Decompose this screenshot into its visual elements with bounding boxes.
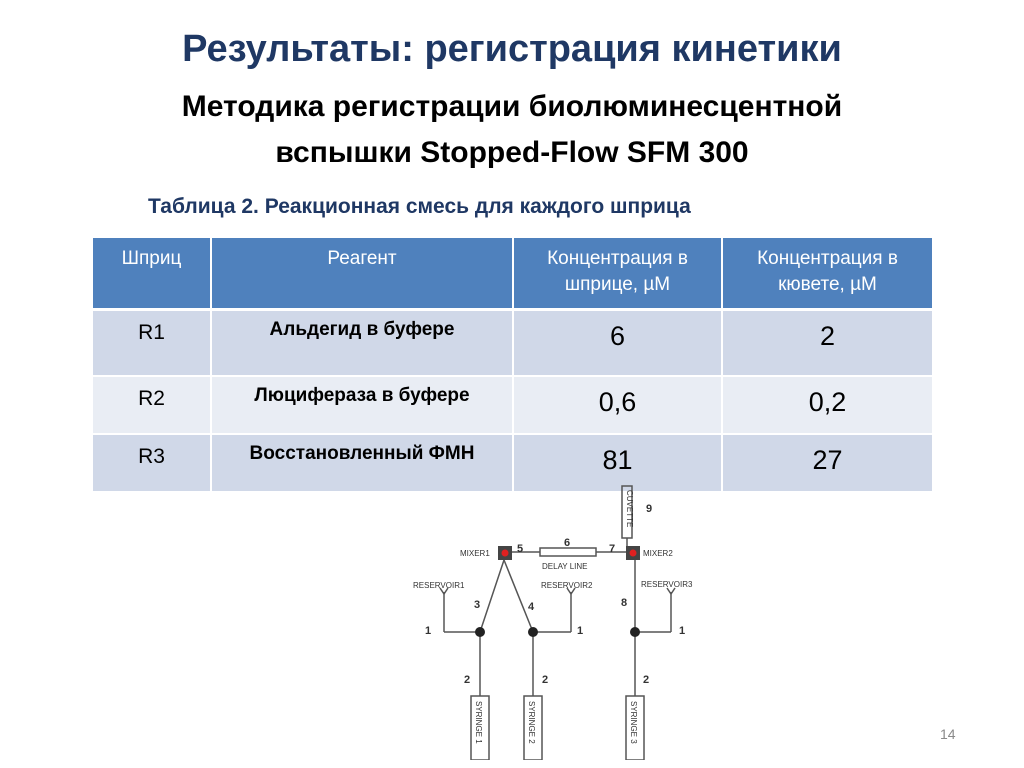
valve-1 (475, 627, 485, 637)
slide-number: 14 (940, 726, 956, 742)
stopped-flow-diagram (400, 484, 700, 760)
table-row (93, 376, 932, 434)
label-2-middle: 2 (542, 674, 549, 686)
cell-conc-cuvette: 0,2 (722, 376, 932, 434)
valve-2 (528, 627, 538, 637)
table-caption: Таблица 2. Реакционная смесь для каждого шприца (148, 195, 691, 218)
label-1-right: 1 (679, 625, 686, 637)
header-conc-syringe: Концентрация в шприце, µМ (513, 238, 722, 310)
header-syringe: Шприц (93, 238, 211, 310)
valve-3 (630, 627, 640, 637)
table-header-row (93, 238, 932, 310)
subtitle (0, 84, 1024, 176)
label-9: 9 (646, 503, 653, 515)
label-1-middle: 1 (577, 625, 584, 637)
mixer-2-label: MIXER2 (643, 549, 673, 558)
cell-reagent: Альдегид в буфере (211, 310, 513, 377)
label-5: 5 (517, 543, 524, 555)
cell-syringe: R3 (93, 434, 211, 492)
subtitle-line-2: вспышки Stopped-Flow SFM 300 (275, 136, 749, 169)
reservoir-2-label: RESERVOIR2 (541, 581, 593, 590)
delay-line-label: DELAY LINE (542, 562, 588, 571)
header-reagent: Реагент (211, 238, 513, 310)
cell-syringe: R2 (93, 376, 211, 434)
reservoir-3-label: RESERVOIR3 (641, 580, 693, 589)
reservoir-1-label: RESERVOIR1 (413, 581, 465, 590)
reaction-mix-table (93, 238, 932, 493)
syringe-1-label: SYRINGE 1 (474, 701, 483, 744)
label-3: 3 (474, 599, 481, 611)
label-4: 4 (528, 601, 535, 613)
label-8: 8 (621, 597, 628, 609)
cell-conc-cuvette: 2 (722, 310, 932, 377)
label-1-left: 1 (425, 625, 432, 637)
syringe-3-label: SYRINGE 3 (629, 701, 638, 744)
cell-reagent: Люцифераза в буфере (211, 376, 513, 434)
cell-conc-syringe: 81 (513, 434, 722, 492)
cell-conc-syringe: 6 (513, 310, 722, 377)
header-conc-cuvette: Концентрация в кювете, µМ (722, 238, 932, 310)
delay-line-tube (540, 548, 596, 556)
cell-syringe: R1 (93, 310, 211, 377)
syringe-2-label: SYRINGE 2 (527, 701, 536, 744)
mixer-1-label: MIXER1 (460, 549, 490, 558)
cell-conc-syringe: 0,6 (513, 376, 722, 434)
label-6: 6 (564, 537, 571, 549)
subtitle-line-1: Методика регистрации биолюминесцентной (181, 90, 843, 123)
label-2-right: 2 (643, 674, 650, 686)
cuvette-label: CUVETTE (625, 490, 634, 528)
table-row (93, 310, 932, 377)
label-7: 7 (609, 543, 616, 555)
cell-conc-cuvette: 27 (722, 434, 932, 492)
label-2-left: 2 (464, 674, 471, 686)
cell-reagent: Восстановленный ФМН (211, 434, 513, 492)
page-title: Результаты: регистрация кинетики (182, 28, 842, 70)
